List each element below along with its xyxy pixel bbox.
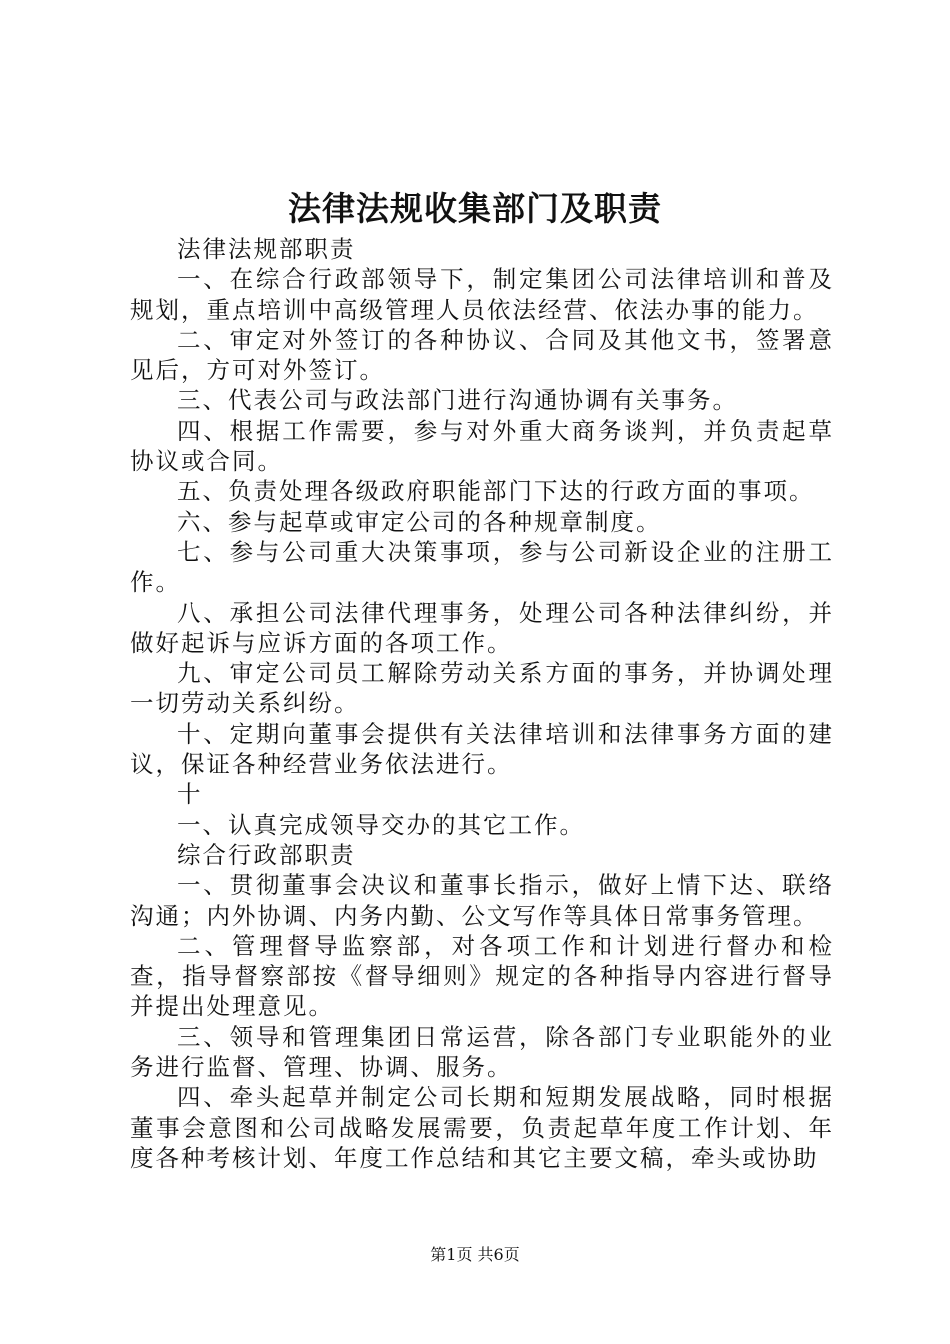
document-title: 法律法规收集部门及职责 bbox=[288, 189, 662, 228]
paragraph: 二、管理督导监察部，对各项工作和计划进行督办和检查，指导督察部按《督导细则》规定的各种指导内容进行督导并提出处理意见。 bbox=[130, 931, 834, 1021]
paragraph: 三、领导和管理集团日常运营，除各部门专业职能外的业务进行监督、管理、协调、服务。 bbox=[130, 1022, 834, 1082]
paragraph: 六、参与起草或审定公司的各种规章制度。 bbox=[177, 507, 662, 536]
paragraph: 九、审定公司员工解除劳动关系方面的事务，并协调处理一切劳动关系纠纷。 bbox=[130, 659, 834, 718]
paragraph: 一、贯彻董事会决议和董事长指示，做好上情下达、联络沟通；内外协调、内务内勤、公文写作等具体日常事务管理。 bbox=[130, 871, 834, 930]
paragraph: 五、负责处理各级政府职能部门下达的行政方面的事项。 bbox=[177, 477, 815, 506]
paragraph: 一、在综合行政部领导下，制定集团公司法律培训和普及规划，重点培训中高级管理人员依法经营、依法办事的能力。 bbox=[130, 265, 834, 324]
paragraph: 二、审定对外签订的各种协议、合同及其他文书，签署意见后，方可对外签订。 bbox=[130, 325, 834, 385]
paragraph: 一、认真完成领导交办的其它工作。 bbox=[177, 810, 585, 839]
paragraph: 七、参与公司重大决策事项，参与公司新设企业的注册工作。 bbox=[130, 537, 834, 597]
paragraph: 十、定期向董事会提供有关法律培训和法律事务方面的建议，保证各种经营业务依法进行。 bbox=[130, 719, 834, 779]
document-body bbox=[130, 234, 834, 1173]
paragraph: 法律法规部职责 bbox=[177, 235, 356, 263]
paragraph: 十 bbox=[177, 780, 203, 809]
paragraph: 四、牵头起草并制定公司长期和短期发展战略，同时根据董事会意图和公司战略发展需要，负责起草年度工作计划、年度各种考核计划、年度工作总结和其它主要文稿，牵头或协助 bbox=[130, 1083, 834, 1172]
paragraph: 综合行政部职责 bbox=[177, 840, 356, 869]
paragraph: 八、承担公司法律代理事务，处理公司各种法律纠纷，并做好起诉与应诉方面的各项工作。 bbox=[130, 598, 834, 657]
paragraph: 四、根据工作需要，参与对外重大商务谈判，并负责起草协议或合同。 bbox=[130, 416, 834, 476]
page-number-footer: 第1页 共6页 bbox=[430, 1245, 520, 1264]
paragraph: 三、代表公司与政法部门进行沟通协调有关事务。 bbox=[177, 386, 738, 415]
